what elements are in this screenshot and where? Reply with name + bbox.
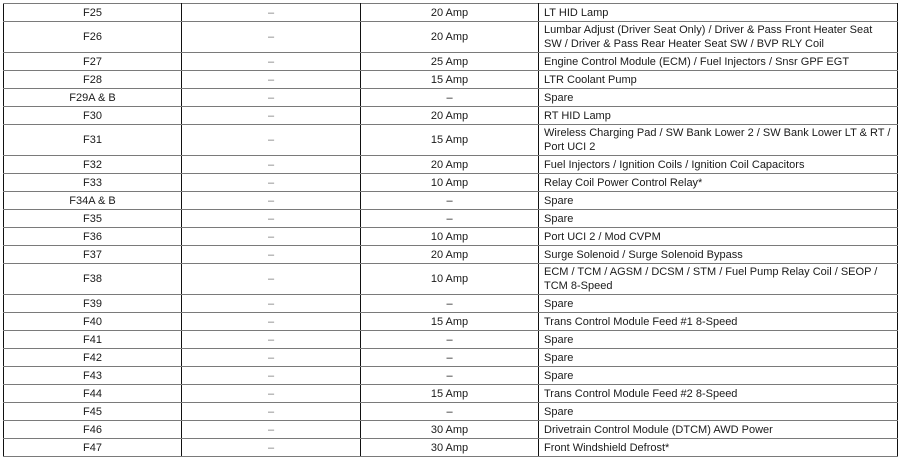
description-cell: Spare <box>539 331 898 349</box>
fuse-cell: F44 <box>4 385 182 403</box>
relay-cell: – <box>182 421 361 439</box>
table-row <box>4 403 898 421</box>
table-row <box>4 4 898 22</box>
relay-cell: – <box>182 349 361 367</box>
relay-cell: – <box>182 385 361 403</box>
amperage-cell: – <box>361 367 539 385</box>
table-row <box>4 107 898 125</box>
table-row <box>4 89 898 107</box>
description-cell: Drivetrain Control Module (DTCM) AWD Power <box>539 421 898 439</box>
table-row <box>4 264 898 295</box>
table-row <box>4 246 898 264</box>
description-cell: Spare <box>539 403 898 421</box>
amperage-cell: – <box>361 210 539 228</box>
relay-cell: – <box>182 125 361 156</box>
relay-cell: – <box>182 192 361 210</box>
relay-cell: – <box>182 313 361 331</box>
fuse-cell: F35 <box>4 210 182 228</box>
fuse-cell: F27 <box>4 53 182 71</box>
description-cell: Relay Coil Power Control Relay* <box>539 174 898 192</box>
table-row <box>4 385 898 403</box>
amperage-cell: 20 Amp <box>361 156 539 174</box>
table-row <box>4 174 898 192</box>
fuse-cell: F25 <box>4 4 182 22</box>
fuse-cell: F41 <box>4 331 182 349</box>
fuse-cell: F33 <box>4 174 182 192</box>
description-cell: LTR Coolant Pump <box>539 71 898 89</box>
amperage-cell: 15 Amp <box>361 313 539 331</box>
table-row <box>4 228 898 246</box>
relay-cell: – <box>182 107 361 125</box>
description-cell: Fuel Injectors / Ignition Coils / Ignition Coil Capacitors <box>539 156 898 174</box>
relay-cell: – <box>182 53 361 71</box>
relay-cell: – <box>182 89 361 107</box>
description-cell: Spare <box>539 349 898 367</box>
amperage-cell: 20 Amp <box>361 4 539 22</box>
description-cell: Spare <box>539 89 898 107</box>
fuse-table-body <box>4 4 898 457</box>
relay-cell: – <box>182 264 361 295</box>
amperage-cell: 20 Amp <box>361 246 539 264</box>
fuse-cell: F31 <box>4 125 182 156</box>
table-row <box>4 125 898 156</box>
amperage-cell: – <box>361 331 539 349</box>
fuse-cell: F29A & B <box>4 89 182 107</box>
table-row <box>4 331 898 349</box>
description-cell: Surge Solenoid / Surge Solenoid Bypass <box>539 246 898 264</box>
relay-cell: – <box>182 174 361 192</box>
relay-cell: – <box>182 22 361 53</box>
fuse-cell: F38 <box>4 264 182 295</box>
amperage-cell: 15 Amp <box>361 71 539 89</box>
amperage-cell: – <box>361 403 539 421</box>
fuse-cell: F36 <box>4 228 182 246</box>
fuse-cell: F40 <box>4 313 182 331</box>
relay-cell: – <box>182 246 361 264</box>
table-row <box>4 295 898 313</box>
amperage-cell: 25 Amp <box>361 53 539 71</box>
fuse-cell: F30 <box>4 107 182 125</box>
fuse-cell: F32 <box>4 156 182 174</box>
description-cell: Port UCI 2 / Mod CVPM <box>539 228 898 246</box>
fuse-cell: F26 <box>4 22 182 53</box>
relay-cell: – <box>182 403 361 421</box>
table-row <box>4 156 898 174</box>
fuse-table <box>3 3 898 457</box>
description-cell: Spare <box>539 192 898 210</box>
description-cell: Front Windshield Defrost* <box>539 439 898 457</box>
relay-cell: – <box>182 367 361 385</box>
fuse-cell: F28 <box>4 71 182 89</box>
amperage-cell: 20 Amp <box>361 107 539 125</box>
amperage-cell: 30 Amp <box>361 421 539 439</box>
fuse-cell: F45 <box>4 403 182 421</box>
fuse-cell: F34A & B <box>4 192 182 210</box>
relay-cell: – <box>182 4 361 22</box>
fuse-cell: F46 <box>4 421 182 439</box>
description-cell: Spare <box>539 210 898 228</box>
relay-cell: – <box>182 71 361 89</box>
relay-cell: – <box>182 210 361 228</box>
table-row <box>4 210 898 228</box>
fuse-cell: F37 <box>4 246 182 264</box>
table-row <box>4 192 898 210</box>
relay-cell: – <box>182 295 361 313</box>
description-cell: Lumbar Adjust (Driver Seat Only) / Driver & Pass Front Heater Seat SW / Driver & Pass Rear Heater Seat SW / BVP RLY Coil <box>539 22 898 53</box>
amperage-cell: 15 Amp <box>361 125 539 156</box>
amperage-cell: 20 Amp <box>361 22 539 53</box>
table-row <box>4 71 898 89</box>
table-row <box>4 22 898 53</box>
fuse-cell: F43 <box>4 367 182 385</box>
amperage-cell: – <box>361 89 539 107</box>
table-row <box>4 53 898 71</box>
description-cell: Wireless Charging Pad / SW Bank Lower 2 / SW Bank Lower LT & RT / Port UCI 2 <box>539 125 898 156</box>
amperage-cell: 10 Amp <box>361 174 539 192</box>
description-cell: RT HID Lamp <box>539 107 898 125</box>
fuse-cell: F47 <box>4 439 182 457</box>
description-cell: ECM / TCM / AGSM / DCSM / STM / Fuel Pump Relay Coil / SEOP / TCM 8-Speed <box>539 264 898 295</box>
fuse-cell: F42 <box>4 349 182 367</box>
amperage-cell: 30 Amp <box>361 439 539 457</box>
amperage-cell: 10 Amp <box>361 264 539 295</box>
amperage-cell: – <box>361 295 539 313</box>
table-row <box>4 439 898 457</box>
table-row <box>4 349 898 367</box>
table-row <box>4 367 898 385</box>
amperage-cell: – <box>361 192 539 210</box>
description-cell: Trans Control Module Feed #2 8-Speed <box>539 385 898 403</box>
amperage-cell: 10 Amp <box>361 228 539 246</box>
relay-cell: – <box>182 331 361 349</box>
relay-cell: – <box>182 156 361 174</box>
table-row <box>4 313 898 331</box>
table-row <box>4 421 898 439</box>
description-cell: Spare <box>539 295 898 313</box>
description-cell: Spare <box>539 367 898 385</box>
amperage-cell: – <box>361 349 539 367</box>
description-cell: Engine Control Module (ECM) / Fuel Injectors / Snsr GPF EGT <box>539 53 898 71</box>
description-cell: LT HID Lamp <box>539 4 898 22</box>
relay-cell: – <box>182 228 361 246</box>
fuse-cell: F39 <box>4 295 182 313</box>
amperage-cell: 15 Amp <box>361 385 539 403</box>
relay-cell: – <box>182 439 361 457</box>
description-cell: Trans Control Module Feed #1 8-Speed <box>539 313 898 331</box>
